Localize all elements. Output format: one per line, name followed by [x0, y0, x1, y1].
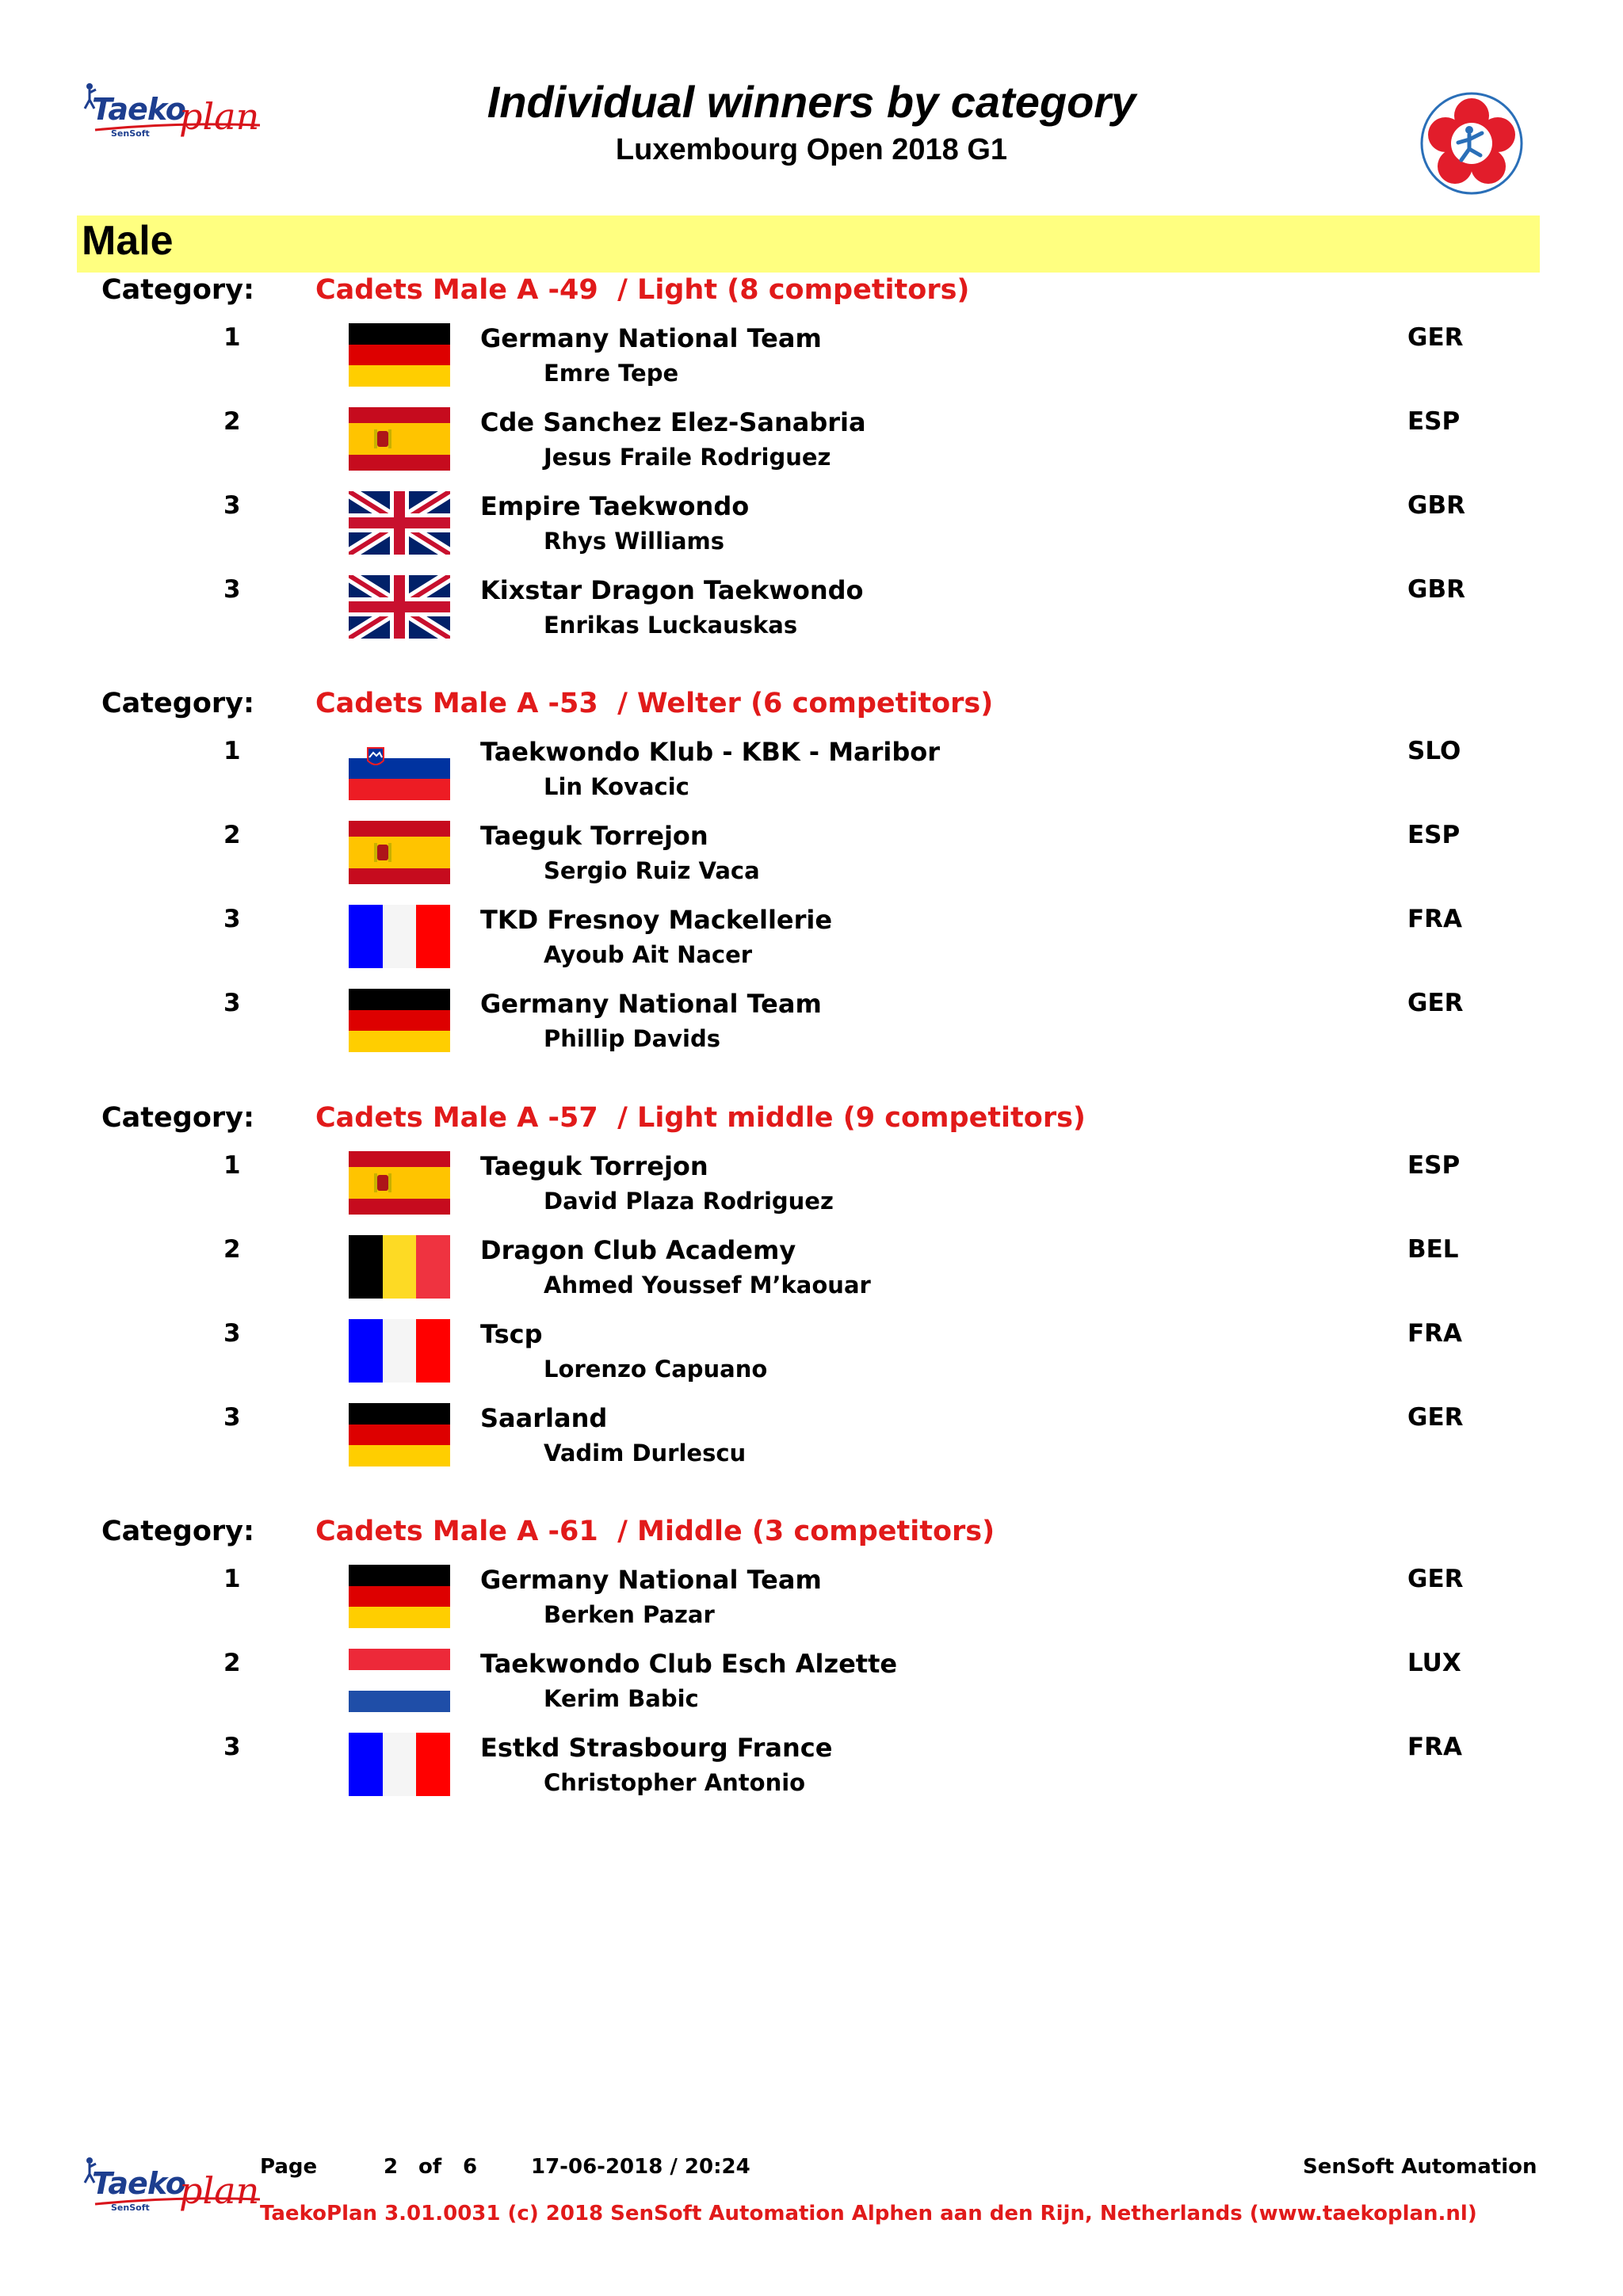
winner-row [0, 491, 1623, 570]
category-name: Cadets Male A -49 / Light (8 competitors) [315, 274, 970, 306]
athlete-name: Ahmed Youssef M’kaouar [544, 1272, 871, 1299]
winner-row [0, 407, 1623, 486]
flag-belgium-icon [349, 1235, 450, 1299]
rank: 3 [223, 1403, 241, 1432]
rank: 2 [223, 821, 241, 849]
footer-copyright: TaekoPlan 3.01.0031 (c) 2018 SenSoft Automation Alphen aan den Rijn, Netherlands (www.taekoplan.nl) [260, 2202, 1477, 2225]
country-code: GBR [1407, 491, 1465, 520]
flag-great-britain-icon [349, 575, 450, 639]
athlete-name: Rhys Williams [544, 528, 725, 555]
club-name: Dragon Club Academy [480, 1235, 796, 1265]
athlete-name: Ayoub Ait Nacer [544, 941, 753, 968]
flag-spain-icon [349, 1151, 450, 1215]
club-name: Taekwondo Club Esch Alzette [480, 1649, 898, 1679]
rank: 3 [223, 989, 241, 1017]
athlete-name: Sergio Ruiz Vaca [544, 857, 760, 884]
flag-germany-icon [349, 989, 450, 1052]
logo-sub: SenSoft [111, 128, 150, 139]
club-name: Saarland [480, 1403, 608, 1433]
country-code: ESP [1407, 821, 1461, 849]
flag-spain-icon [349, 821, 450, 884]
club-name: Cde Sanchez Elez-Sanabria [480, 407, 866, 437]
club-name: Germany National Team [480, 989, 822, 1019]
logo-text-taeko: Taeko [92, 2166, 185, 2201]
rank: 2 [223, 1235, 241, 1264]
category-name: Cadets Male A -57 / Light middle (9 competitors) [315, 1102, 1086, 1134]
athlete-name: Phillip Davids [544, 1025, 721, 1052]
winner-row [0, 1733, 1623, 1812]
footer-page-current: 2 [384, 2155, 399, 2179]
page-subtitle: Luxembourg Open 2018 G1 [615, 133, 1008, 166]
logo-text-plan: plan [179, 95, 260, 138]
rank: 3 [223, 1733, 241, 1761]
winner-row [0, 737, 1623, 816]
winner-row [0, 1649, 1623, 1728]
country-code: LUX [1407, 1649, 1461, 1677]
athlete-name: Enrikas Luckauskas [544, 612, 798, 639]
club-name: Kixstar Dragon Taekwondo [480, 575, 864, 605]
category-label: Category: [101, 1516, 254, 1547]
footer-company: SenSoft Automation [1303, 2155, 1537, 2179]
flag-spain-icon [349, 407, 450, 471]
athlete-name: Christopher Antonio [544, 1769, 806, 1796]
club-name: TKD Fresnoy Mackellerie [480, 905, 833, 935]
winner-row [0, 1151, 1623, 1230]
country-code: ESP [1407, 407, 1461, 436]
flag-luxembourg-icon [349, 1649, 450, 1712]
country-code: GER [1407, 989, 1464, 1017]
club-name: Estkd Strasbourg France [480, 1733, 833, 1763]
winner-row [0, 821, 1623, 900]
club-name: Taekwondo Klub - KBK - Maribor [480, 737, 941, 767]
logo-sub: SenSoft [111, 2203, 150, 2213]
country-code: GER [1407, 1403, 1464, 1432]
flag-france-icon [349, 1733, 450, 1796]
athlete-name: Jesus Fraile Rodriguez [544, 444, 831, 471]
flag-germany-icon [349, 323, 450, 387]
category-label: Category: [101, 688, 254, 719]
flag-france-icon [349, 905, 450, 968]
club-name: Taeguk Torrejon [480, 1151, 708, 1181]
rank: 1 [223, 1151, 241, 1180]
winner-row [0, 1319, 1623, 1398]
country-code: BEL [1407, 1235, 1459, 1264]
winner-row [0, 323, 1623, 402]
footer-datetime: 17-06-2018 / 20:24 [531, 2155, 750, 2179]
rank: 1 [223, 1565, 241, 1593]
flag-germany-icon [349, 1403, 450, 1466]
country-code: FRA [1407, 1733, 1463, 1761]
footer-page-of: of [418, 2155, 442, 2179]
rank: 3 [223, 575, 241, 604]
rank: 2 [223, 1649, 241, 1677]
rank: 1 [223, 737, 241, 765]
country-code: ESP [1407, 1151, 1461, 1180]
winner-row [0, 575, 1623, 654]
category-name: Cadets Male A -53 / Welter (6 competitors) [315, 688, 994, 719]
country-code: FRA [1407, 1319, 1463, 1348]
footer-page-total: 6 [463, 2155, 478, 2179]
country-code: GER [1407, 1565, 1464, 1593]
athlete-name: Lorenzo Capuano [544, 1356, 768, 1383]
rank: 1 [223, 323, 241, 352]
athlete-name: David Plaza Rodriguez [544, 1188, 834, 1215]
winner-row [0, 905, 1623, 984]
category-name: Cadets Male A -61 / Middle (3 competitors) [315, 1516, 995, 1547]
category-label: Category: [101, 274, 254, 306]
flag-great-britain-icon [349, 491, 450, 555]
logo-text-plan: plan [179, 2169, 260, 2212]
country-code: FRA [1407, 905, 1463, 933]
gender-label: Male [82, 218, 174, 264]
athlete-name: Berken Pazar [544, 1601, 715, 1628]
country-code: SLO [1407, 737, 1461, 765]
taekwondo-emblem-icon [1420, 92, 1523, 195]
athlete-name: Vadim Durlescu [544, 1440, 747, 1466]
winner-row [0, 1403, 1623, 1482]
club-name: Tscp [480, 1319, 543, 1349]
winner-row [0, 989, 1623, 1068]
athlete-name: Lin Kovacic [544, 773, 689, 800]
footer-page-label: Page [260, 2155, 318, 2179]
flag-germany-icon [349, 1565, 450, 1628]
logo-text-taeko: Taeko [92, 92, 185, 127]
club-name: Germany National Team [480, 1565, 822, 1595]
flag-slovenia-icon [349, 737, 450, 800]
club-name: Germany National Team [480, 323, 822, 353]
category-label: Category: [101, 1102, 254, 1134]
athlete-name: Emre Tepe [544, 360, 679, 387]
country-code: GBR [1407, 575, 1465, 604]
rank: 3 [223, 1319, 241, 1348]
athlete-name: Kerim Babic [544, 1685, 699, 1712]
winner-row [0, 1235, 1623, 1314]
country-code: GER [1407, 323, 1464, 352]
page-title: Individual winners by category [487, 77, 1136, 127]
club-name: Taeguk Torrejon [480, 821, 708, 851]
club-name: Empire Taekwondo [480, 491, 750, 521]
rank: 3 [223, 491, 241, 520]
rank: 3 [223, 905, 241, 933]
rank: 2 [223, 407, 241, 436]
flag-france-icon [349, 1319, 450, 1383]
winner-row [0, 1565, 1623, 1644]
gender-section-header [77, 215, 1540, 273]
taekoplan-logo-footer [79, 2153, 262, 2233]
